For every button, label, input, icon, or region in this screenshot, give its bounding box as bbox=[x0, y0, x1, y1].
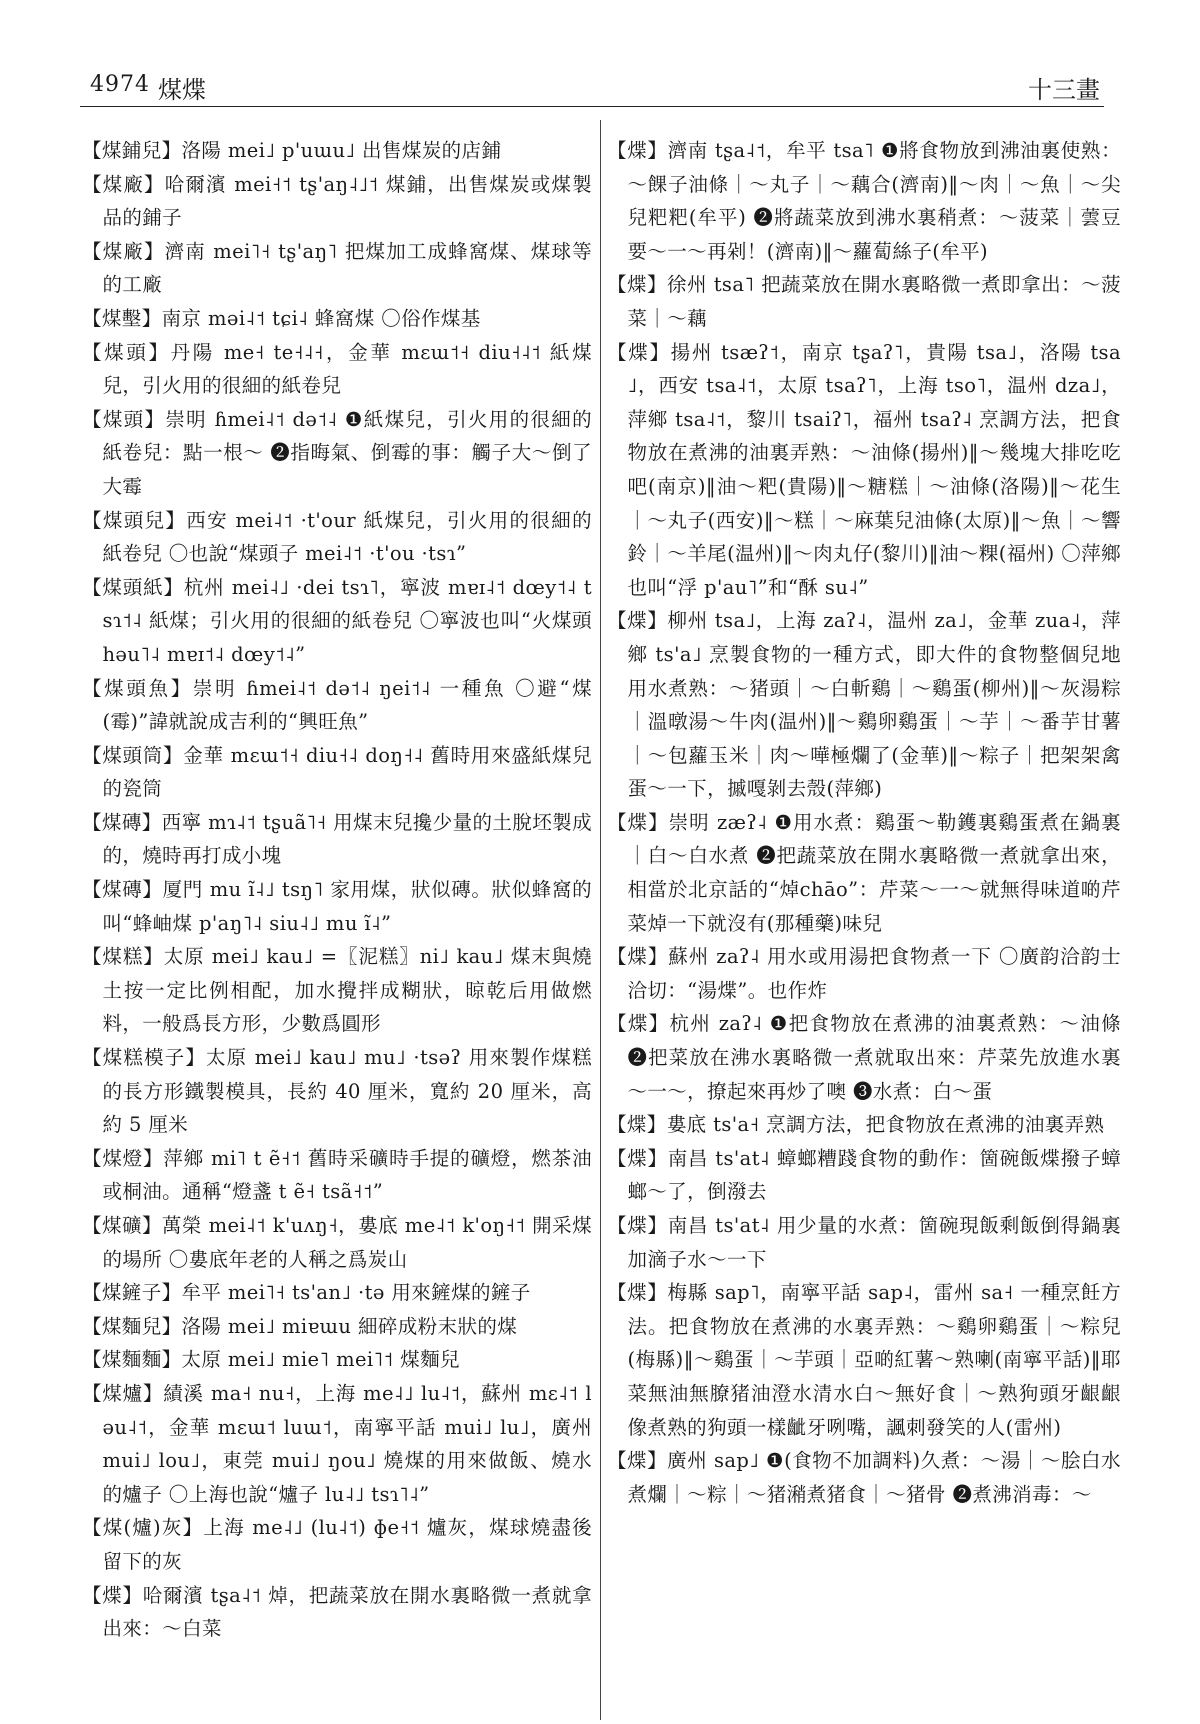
dictionary-entry: 【煠】揚州 tsæʔ˦，南京 tʂaʔ˥，貴陽 tsa˩，洛陽 tsa˩，西安 tsa˨˦，太原 tsaʔ˥，上海 tso˥，温州 dza˩，萍鄉 tsa˨˦，黎川 tsaiʔ˥，福州 tsaʔ˨ 烹調方法，把食物放在煮沸的油裏弄熟：～油條(揚州)‖～幾塊大排吃吃吧(南京)‖油～粑(貴陽)‖～糖糕｜～油條(洛陽)‖～花生｜～丸子(西安)‖～糕｜～麻葉兒油條(太原)‖～魚｜～響鈴｜～羊尾(温州)‖～肉丸仔(黎川)‖油～粿(福州) 〇萍鄉也叫“浮 p'au˥”和“酥 su˨” bbox=[607, 340, 1121, 599]
dictionary-entry: 【煠】梅縣 sap˥，南寧平話 sap˨，雷州 sa˧ 一種烹飪方法。把食物放在煮沸的水裏弄熟：～鷄卵鷄蛋｜～粽兒(梅縣)‖～鷄蛋｜～芋頭｜亞啲紅薯～熟喇(南寧平話)‖耶菜無油無膫猪油澄水清水白～無好食｜～熟狗頭牙齦齦像煮熟的狗頭一樣齜牙咧嘴，諷刺發笑的人(雷州) bbox=[607, 1281, 1121, 1439]
dictionary-entry: 【煤鏟子】牟平 mei˥˧ ts'an˩ ·tə 用來鏟煤的鏟子 bbox=[82, 1281, 531, 1305]
dictionary-entry: 【煠】南昌 ts'at˨ 蟑螂糟踐食物的動作：箇碗飯煠撥子蟑螂～了，倒潑去 bbox=[607, 1146, 1121, 1204]
dictionary-entry: 【煤麵兒】洛陽 mei˩ miɐɯu 細碎成粉末狀的煤 bbox=[82, 1314, 518, 1338]
dictionary-entry: 【煠】崇明 zæʔ˨ ❶用水煮：鷄蛋～勒鑊裏鷄蛋煮在鍋裏｜白～白水煮 ❷把蔬菜放在開水裏略微一煮就拿出來，相當於北京話的“焯chāo”：芹菜～一～就無得味道啲芹菜焯一下就沒有(那種藥)味兒 bbox=[607, 810, 1121, 935]
dictionary-entry: 【煤頭兒】西安 mei˨˦ ·t'our 紙煤兒，引火用的很細的紙卷兒 〇也說“煤頭子 mei˨˦ ·t'ou ·tsɿ” bbox=[82, 508, 592, 566]
dictionary-entry: 【煠】柳州 tsa˩，上海 zaʔ˨，温州 za˩，金華 zua˨，萍鄉 ts'a˩ 烹製食物的一種方式，即大件的食物整個兒地用水煮熟：～猪頭｜～白斬鷄｜～鷄蛋(柳州)‖～灰湯粽｜溫暾湯～牛肉(温州)‖～鷄卵鷄蛋｜～芋｜～番芋甘薯｜～包蘿玉米｜肉～嘩極爛了(金華)‖～粽子｜把架架禽蛋～一下，摵嘎剝去殼(萍鄉) bbox=[607, 609, 1121, 801]
left-column bbox=[82, 134, 592, 1646]
dictionary-entry: 【煤鋪兒】洛陽 mei˩ p'uɯu˩ 出售煤炭的店鋪 bbox=[82, 139, 502, 162]
dictionary-entry: 【煤礦】萬榮 mei˨˦ k'uʌŋ˧，婁底 me˨˦ k'oŋ˧˦ 開采煤的場所 〇婁底年老的人稱之爲炭山 bbox=[82, 1214, 592, 1271]
dictionary-entry: 【煠】南昌 ts'at˨ 用少量的水煮：箇碗現飯剩飯倒得鍋裏加滴子水～一下 bbox=[607, 1214, 1121, 1271]
dictionary-entry: 【煤頭魚】崇明 ɦmei˨˦ də˦˨ ŋei˦˨ 一種魚 〇避“煤(霉)”諱就說成吉利的“興旺魚” bbox=[82, 676, 592, 734]
dictionary-entry: 【煠】濟南 tʂa˨˦，牟平 tsa˥ ❶將食物放到沸油裏使熟：～餜子油條｜～丸子｜～藕合(濟南)‖～肉｜～魚｜～尖兒粑粑(牟平) ❷將蔬菜放到沸水裏稍煮：～菠菜｜蕓豆要～一～再剁！(濟南)‖～蘿蔔絲子(牟平) bbox=[607, 139, 1121, 263]
dictionary-entry: 【煠】蘇州 zaʔ˨ 用水或用湯把食物煮一下 〇廣韵洽韵士洽切：“湯煠”。也作炸 bbox=[607, 945, 1121, 1002]
section-title: 十三畫 bbox=[1028, 76, 1100, 104]
right-column bbox=[607, 134, 1121, 1511]
dictionary-entry: 【煠】杭州 zaʔ˨ ❶把食物放在煮沸的油裏煮熟：～油條 ❷把菜放在沸水裏略微一煮就取出來：芹菜先放進水裏～一～，撩起來再炒了噢 ❸水煮：白～蛋 bbox=[607, 1012, 1121, 1103]
dictionary-entry: 【煤墼】南京 məi˨˦ tɕi˨ 蜂窩煤 〇俗作煤基 bbox=[82, 306, 481, 330]
dictionary-entry: 【煤頭紙】杭州 mei˨˩ ·dei tsɿ˥，寧波 mɐɪ˨˦ dœy˦˨ tsɿ˦˨ 紙煤；引火用的很細的紙卷兒 〇寧波也叫“火煤頭 həu˥˨ mɐɪ˦˨ dœy˦˨” bbox=[82, 575, 592, 666]
dictionary-entry: 【煠】廣州 sap˩ ❶(食物不加調料)久煮：～湯｜～脍白水煮爛｜～粽｜～猪潲煮猪食｜～猪骨 ❷煮沸消毒：～ bbox=[607, 1449, 1121, 1506]
page-number: 4974 bbox=[90, 72, 150, 97]
page-header bbox=[90, 66, 1100, 106]
dictionary-entry: 【煤磚】厦門 mu ĩ˨˩ tsŋ˥ 家用煤，狀似磚。狀似蜂窩的叫“蜂岫煤 p'aŋ˥˨ siu˨˩ mu ĩ˨” bbox=[82, 878, 592, 935]
dictionary-entry: 【煠】婁底 ts'a˧ 烹調方法，把食物放在煮沸的油裏弄熟 bbox=[607, 1113, 1105, 1137]
dictionary-entry: 【煤廠】哈爾濱 mei˧˦ tʂ'aŋ˨˩˦ 煤鋪，出售煤炭或煤製品的鋪子 bbox=[82, 172, 592, 230]
header-headword: 煤煠 bbox=[158, 76, 206, 104]
dictionary-entry: 【煤頭】丹陽 me˧ te˧˨˧，金華 mɛɯ˦˧ diu˧˨˦ 紙煤兒，引火用的很細的紙卷兒 bbox=[82, 340, 592, 398]
dictionary-entry: 【煠】徐州 tsa˥ 把蔬菜放在開水裏略微一煮即拿出：～菠菜｜～藕 bbox=[607, 273, 1121, 330]
dictionary-entry: 【煤(爐)灰】上海 me˨˩ (lu˨˦) ɸe˧˦ 爐灰，煤球燒盡後留下的灰 bbox=[82, 1516, 592, 1573]
dictionary-entry: 【煤糕模子】太原 mei˩ kau˩ mu˩ ·tsəʔ 用來製作煤糕的長方形鐵製模具，長約 40 厘米，寬約 20 厘米，高約 5 厘米 bbox=[82, 1046, 592, 1137]
header-rule bbox=[80, 106, 1104, 107]
column-divider bbox=[600, 120, 601, 1720]
dictionary-entry: 【煤燈】萍鄉 mi˥ t ẽ˧˦ 舊時采礦時手提的礦燈，燃茶油或桐油。通稱“燈盞 t ẽ˧ tsã˧˦” bbox=[82, 1146, 592, 1204]
dictionary-entry: 【煤麵麵】太原 mei˩ mie˥ mei˥˦ 煤麵兒 bbox=[82, 1348, 460, 1372]
dictionary-entry: 【煤爐】績溪 ma˧ nu˧，上海 me˨˩ lu˨˦，蘇州 mɛ˨˦ ləu˨˦，金華 mɛɯ˦ luɯ˦，南寧平話 mui˩ lu˩，廣州 mui˩ lou˩，東莞 mui˩ ŋou˩ 燒煤的用來做飯、燒水的爐子 〇上海也說“爐子 lu˨˩ tsɿ˥˨” bbox=[82, 1381, 592, 1506]
dictionary-entry: 【煠】哈爾濱 tʂa˨˦ 焯，把蔬菜放在開水裏略微一煮就拿出來：～白菜 bbox=[82, 1583, 592, 1641]
dictionary-entry: 【煤頭筒】金華 mɛɯ˦˧ diu˧˨ doŋ˧˨ 舊時用來盛紙煤兒的瓷筒 bbox=[82, 743, 592, 801]
dictionary-entry: 【煤磚】西寧 mɿ˨˦ tʂuã˥˧ 用煤末兒攙少量的土脫坯製成的，燒時再打成小塊 bbox=[82, 810, 592, 868]
dictionary-entry: 【煤廠】濟南 mei˥˧ tʂ'aŋ˥ 把煤加工成蜂窩煤、煤球等的工廠 bbox=[82, 239, 592, 297]
dictionary-entry: 【煤頭】崇明 ɦmei˨˦ də˦˨ ❶紙煤兒，引火用的很細的紙卷兒：點一根～ ❷指晦氣、倒霉的事：觸子大～倒了大霉 bbox=[82, 407, 592, 498]
dictionary-entry: 【煤糕】太原 mei˩ kau˩ =〖泥糕〗ni˩ kau˩ 煤末與燒土按一定比例相配，加水攪拌成糊狀，晾乾后用做燃料，一般爲長方形，少數爲圓形 bbox=[82, 945, 592, 1036]
